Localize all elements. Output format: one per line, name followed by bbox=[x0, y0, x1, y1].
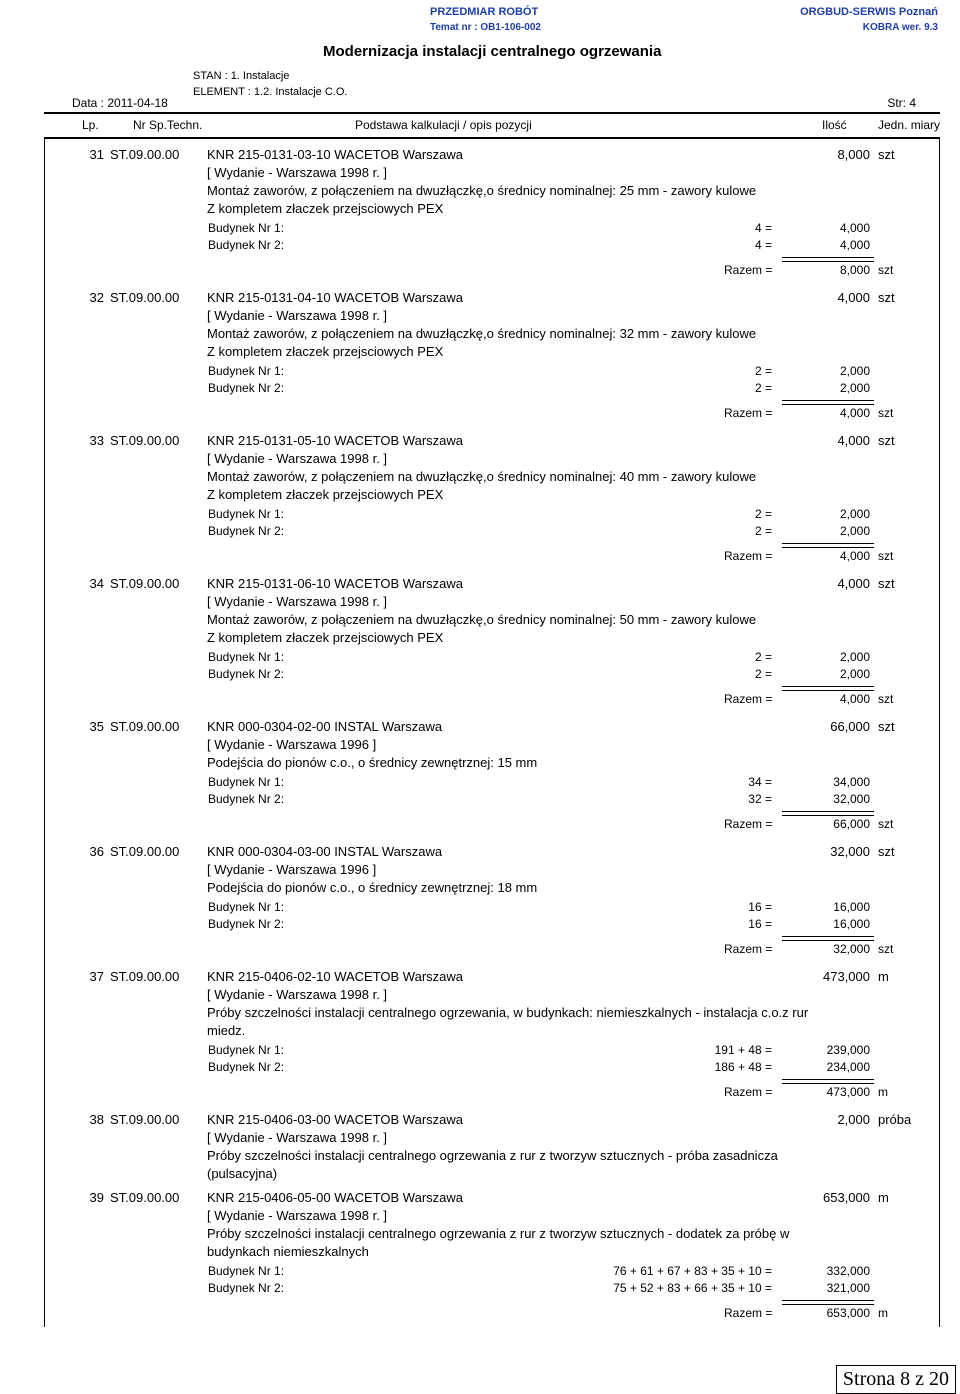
total-value: 4,000 bbox=[839, 549, 870, 563]
building-2-label: Budynek Nr 2: bbox=[208, 238, 285, 252]
entry-lp: 31 bbox=[89, 147, 104, 162]
entry-description: Podejścia do pionów c.o., o średnicy zewnętrznej: 15 mm bbox=[207, 755, 538, 770]
entry-qty: 32,000 bbox=[830, 844, 870, 859]
building-1-label: Budynek Nr 1: bbox=[208, 364, 285, 378]
building-2-value: 2,000 bbox=[839, 667, 870, 681]
building-2-label: Budynek Nr 2: bbox=[208, 1060, 285, 1074]
entry-qty: 653,000 bbox=[823, 1190, 870, 1205]
building-1-formula: 76 + 61 + 67 + 83 + 35 + 10 = bbox=[613, 1264, 772, 1278]
entry-knr: KNR 215-0131-06-10 WACETOB Warszawa bbox=[207, 576, 464, 591]
entry-description: Próby szczelności instalacji centralnego ogrzewania z rur z tworzyw sztucznych - próba zasadnicza bbox=[207, 1148, 778, 1163]
entry-edition: [ Wydanie - Warszawa 1998 r. ] bbox=[207, 1208, 388, 1223]
building-2-value: 16,000 bbox=[833, 917, 870, 931]
total-underline bbox=[782, 936, 874, 941]
page-number: Str: 4 bbox=[887, 96, 916, 110]
entry-unit: m bbox=[878, 969, 889, 984]
entry-nr: ST.09.00.00 bbox=[110, 719, 180, 734]
building-2-formula: 16 = bbox=[748, 917, 772, 931]
entry-unit: szt bbox=[878, 290, 895, 305]
entry-qty: 4,000 bbox=[837, 290, 870, 305]
entry-description: budynkach niemieszkalnych bbox=[207, 1244, 369, 1259]
total-underline bbox=[782, 1300, 874, 1305]
table-border-left bbox=[44, 137, 45, 1327]
entry-qty: 2,000 bbox=[837, 1112, 870, 1127]
entry-lp: 34 bbox=[89, 576, 104, 591]
razem-label: Razem = bbox=[724, 1085, 773, 1099]
building-2-formula: 4 = bbox=[754, 238, 772, 252]
entry-unit: szt bbox=[878, 719, 895, 734]
building-1-formula: 16 = bbox=[748, 900, 772, 914]
entry-description: Montaż zaworów, z połączeniem na dwuzłączkę,o średnicy nominalnej: 25 mm - zawory kulowe bbox=[207, 183, 757, 198]
building-2-value: 32,000 bbox=[833, 792, 870, 806]
total-unit: szt bbox=[878, 692, 894, 706]
entry-nr: ST.09.00.00 bbox=[110, 844, 180, 859]
building-1-label: Budynek Nr 1: bbox=[208, 221, 285, 235]
razem-label: Razem = bbox=[724, 263, 773, 277]
page-footer: Strona 8 z 20 bbox=[836, 1365, 956, 1394]
entry-knr: KNR 215-0406-05-00 WACETOB Warszawa bbox=[207, 1190, 464, 1205]
building-1-formula: 2 = bbox=[754, 364, 772, 378]
entry-unit: m bbox=[878, 1190, 889, 1205]
entry-unit: szt bbox=[878, 147, 895, 162]
building-1-label: Budynek Nr 1: bbox=[208, 507, 285, 521]
col-ilosc: Ilość bbox=[822, 118, 847, 132]
entry-qty: 66,000 bbox=[830, 719, 870, 734]
building-1-value: 332,000 bbox=[826, 1264, 870, 1278]
razem-label: Razem = bbox=[724, 406, 773, 420]
entry-knr: KNR 215-0406-03-00 WACETOB Warszawa bbox=[207, 1112, 464, 1127]
building-2-formula: 186 + 48 = bbox=[714, 1060, 772, 1074]
total-value: 8,000 bbox=[839, 263, 870, 277]
building-1-value: 16,000 bbox=[833, 900, 870, 914]
razem-label: Razem = bbox=[724, 1306, 773, 1320]
razem-label: Razem = bbox=[724, 692, 773, 706]
temat: Temat nr : OB1-106-002 bbox=[430, 22, 541, 33]
entry-nr: ST.09.00.00 bbox=[110, 147, 180, 162]
header-top-rule bbox=[44, 112, 940, 114]
building-2-formula: 75 + 52 + 83 + 66 + 35 + 10 = bbox=[613, 1281, 772, 1295]
building-2-label: Budynek Nr 2: bbox=[208, 381, 285, 395]
building-2-label: Budynek Nr 2: bbox=[208, 1281, 285, 1295]
building-1-value: 239,000 bbox=[826, 1043, 870, 1057]
building-1-formula: 191 + 48 = bbox=[714, 1043, 772, 1057]
entry-description: Montaż zaworów, z połączeniem na dwuzłączkę,o średnicy nominalnej: 32 mm - zawory kulowe bbox=[207, 326, 757, 341]
stan: STAN : 1. Instalacje bbox=[193, 70, 290, 82]
entry-unit: szt bbox=[878, 844, 895, 859]
total-unit: m bbox=[878, 1306, 888, 1320]
total-underline bbox=[782, 400, 874, 405]
entry-lp: 39 bbox=[89, 1190, 104, 1205]
building-2-formula: 2 = bbox=[754, 667, 772, 681]
entry-unit: szt bbox=[878, 433, 895, 448]
entry-description: Z kompletem złaczek przejsciowych PEX bbox=[207, 630, 444, 645]
total-value: 32,000 bbox=[833, 942, 870, 956]
entry-edition: [ Wydanie - Warszawa 1998 r. ] bbox=[207, 451, 388, 466]
building-2-label: Budynek Nr 2: bbox=[208, 792, 285, 806]
entry-lp: 37 bbox=[89, 969, 104, 984]
building-2-value: 234,000 bbox=[826, 1060, 870, 1074]
element: ELEMENT : 1.2. Instalacje C.O. bbox=[193, 86, 348, 98]
page-title: Modernizacja instalacji centralnego ogrzewania bbox=[323, 43, 662, 60]
total-unit: szt bbox=[878, 817, 894, 831]
building-2-value: 2,000 bbox=[839, 381, 870, 395]
total-unit: szt bbox=[878, 549, 894, 563]
entry-description: Montaż zaworów, z połączeniem na dwuzłączkę,o średnicy nominalnej: 40 mm - zawory kulowe bbox=[207, 469, 757, 484]
building-1-label: Budynek Nr 1: bbox=[208, 650, 285, 664]
entry-unit: szt bbox=[878, 576, 895, 591]
entry-description: miedz. bbox=[207, 1023, 246, 1038]
building-1-value: 2,000 bbox=[839, 364, 870, 378]
entry-knr: KNR 215-0131-03-10 WACETOB Warszawa bbox=[207, 147, 464, 162]
total-underline bbox=[782, 811, 874, 816]
entry-nr: ST.09.00.00 bbox=[110, 1190, 180, 1205]
building-1-value: 2,000 bbox=[839, 507, 870, 521]
total-value: 473,000 bbox=[826, 1085, 870, 1099]
entry-nr: ST.09.00.00 bbox=[110, 576, 180, 591]
doc-type: PRZEDMIAR ROBÓT bbox=[430, 6, 539, 18]
total-unit: szt bbox=[878, 406, 894, 420]
building-1-value: 34,000 bbox=[833, 775, 870, 789]
entry-nr: ST.09.00.00 bbox=[110, 433, 180, 448]
entry-description: (pulsacyjna) bbox=[207, 1166, 278, 1181]
table-border-right bbox=[939, 137, 940, 1327]
entry-lp: 36 bbox=[89, 844, 104, 859]
entry-edition: [ Wydanie - Warszawa 1996 ] bbox=[207, 862, 377, 877]
entry-knr: KNR 215-0406-02-10 WACETOB Warszawa bbox=[207, 969, 464, 984]
building-1-label: Budynek Nr 1: bbox=[208, 775, 285, 789]
building-1-label: Budynek Nr 1: bbox=[208, 1043, 285, 1057]
entry-lp: 35 bbox=[89, 719, 104, 734]
building-2-formula: 2 = bbox=[754, 524, 772, 538]
entry-lp: 38 bbox=[89, 1112, 104, 1127]
building-1-formula: 34 = bbox=[748, 775, 772, 789]
entry-edition: [ Wydanie - Warszawa 1998 r. ] bbox=[207, 594, 388, 609]
total-underline bbox=[782, 543, 874, 548]
company: ORGBUD-SERWIS Poznań bbox=[800, 6, 938, 18]
col-jedn: Jedn. miary bbox=[878, 118, 941, 132]
total-underline bbox=[782, 686, 874, 691]
entry-description: Próby szczelności instalacji centralnego ogrzewania, w budynkach: niemieszkalnych - instalacja c.o.z rur bbox=[207, 1005, 809, 1020]
building-2-value: 2,000 bbox=[839, 524, 870, 538]
entry-nr: ST.09.00.00 bbox=[110, 1112, 180, 1127]
razem-label: Razem = bbox=[724, 942, 773, 956]
building-2-value: 321,000 bbox=[826, 1281, 870, 1295]
total-value: 4,000 bbox=[839, 692, 870, 706]
building-2-label: Budynek Nr 2: bbox=[208, 917, 285, 931]
entry-edition: [ Wydanie - Warszawa 1996 ] bbox=[207, 737, 377, 752]
total-value: 653,000 bbox=[826, 1306, 870, 1320]
entry-knr: KNR 215-0131-04-10 WACETOB Warszawa bbox=[207, 290, 464, 305]
entry-edition: [ Wydanie - Warszawa 1998 r. ] bbox=[207, 987, 388, 1002]
entry-lp: 33 bbox=[89, 433, 104, 448]
entry-description: Z kompletem złaczek przejsciowych PEX bbox=[207, 344, 444, 359]
entry-edition: [ Wydanie - Warszawa 1998 r. ] bbox=[207, 308, 388, 323]
total-unit: szt bbox=[878, 942, 894, 956]
razem-label: Razem = bbox=[724, 817, 773, 831]
total-underline bbox=[782, 257, 874, 262]
entry-qty: 4,000 bbox=[837, 433, 870, 448]
building-1-formula: 2 = bbox=[754, 507, 772, 521]
entry-description: Podejścia do pionów c.o., o średnicy zewnętrznej: 18 mm bbox=[207, 880, 538, 895]
building-2-formula: 2 = bbox=[754, 381, 772, 395]
entry-knr: KNR 000-0304-02-00 INSTAL Warszawa bbox=[207, 719, 443, 734]
building-1-value: 4,000 bbox=[839, 221, 870, 235]
entry-qty: 8,000 bbox=[837, 147, 870, 162]
entry-qty: 473,000 bbox=[823, 969, 870, 984]
col-nr: Nr Sp.Techn. bbox=[133, 118, 203, 132]
entry-nr: ST.09.00.00 bbox=[110, 290, 180, 305]
entry-edition: [ Wydanie - Warszawa 1998 r. ] bbox=[207, 1130, 388, 1145]
entry-qty: 4,000 bbox=[837, 576, 870, 591]
total-value: 4,000 bbox=[839, 406, 870, 420]
entry-knr: KNR 000-0304-03-00 INSTAL Warszawa bbox=[207, 844, 443, 859]
building-1-formula: 4 = bbox=[754, 221, 772, 235]
entry-description: Z kompletem złaczek przejsciowych PEX bbox=[207, 487, 444, 502]
building-2-label: Budynek Nr 2: bbox=[208, 524, 285, 538]
col-lp: Lp. bbox=[82, 118, 99, 132]
total-value: 66,000 bbox=[833, 817, 870, 831]
building-1-label: Budynek Nr 1: bbox=[208, 1264, 285, 1278]
entry-lp: 32 bbox=[89, 290, 104, 305]
building-2-value: 4,000 bbox=[839, 238, 870, 252]
entry-description: Próby szczelności instalacji centralnego ogrzewania z rur z tworzyw sztucznych - dodatek za próbę w bbox=[207, 1226, 790, 1241]
header-bottom-rule bbox=[44, 137, 940, 139]
date: Data : 2011-04-18 bbox=[72, 96, 168, 110]
entry-description: Montaż zaworów, z połączeniem na dwuzłączkę,o średnicy nominalnej: 50 mm - zawory kulowe bbox=[207, 612, 757, 627]
total-unit: szt bbox=[878, 263, 894, 277]
total-underline bbox=[782, 1079, 874, 1084]
building-1-value: 2,000 bbox=[839, 650, 870, 664]
entry-knr: KNR 215-0131-05-10 WACETOB Warszawa bbox=[207, 433, 464, 448]
version: KOBRA wer. 9.3 bbox=[862, 22, 938, 33]
building-2-formula: 32 = bbox=[748, 792, 772, 806]
building-2-label: Budynek Nr 2: bbox=[208, 667, 285, 681]
col-podstawa: Podstawa kalkulacji / opis pozycji bbox=[355, 118, 532, 132]
entry-unit: próba bbox=[878, 1112, 912, 1127]
building-1-formula: 2 = bbox=[754, 650, 772, 664]
razem-label: Razem = bbox=[724, 549, 773, 563]
entry-edition: [ Wydanie - Warszawa 1998 r. ] bbox=[207, 165, 388, 180]
total-unit: m bbox=[878, 1085, 888, 1099]
entry-description: Z kompletem złaczek przejsciowych PEX bbox=[207, 201, 444, 216]
entry-nr: ST.09.00.00 bbox=[110, 969, 180, 984]
building-1-label: Budynek Nr 1: bbox=[208, 900, 285, 914]
